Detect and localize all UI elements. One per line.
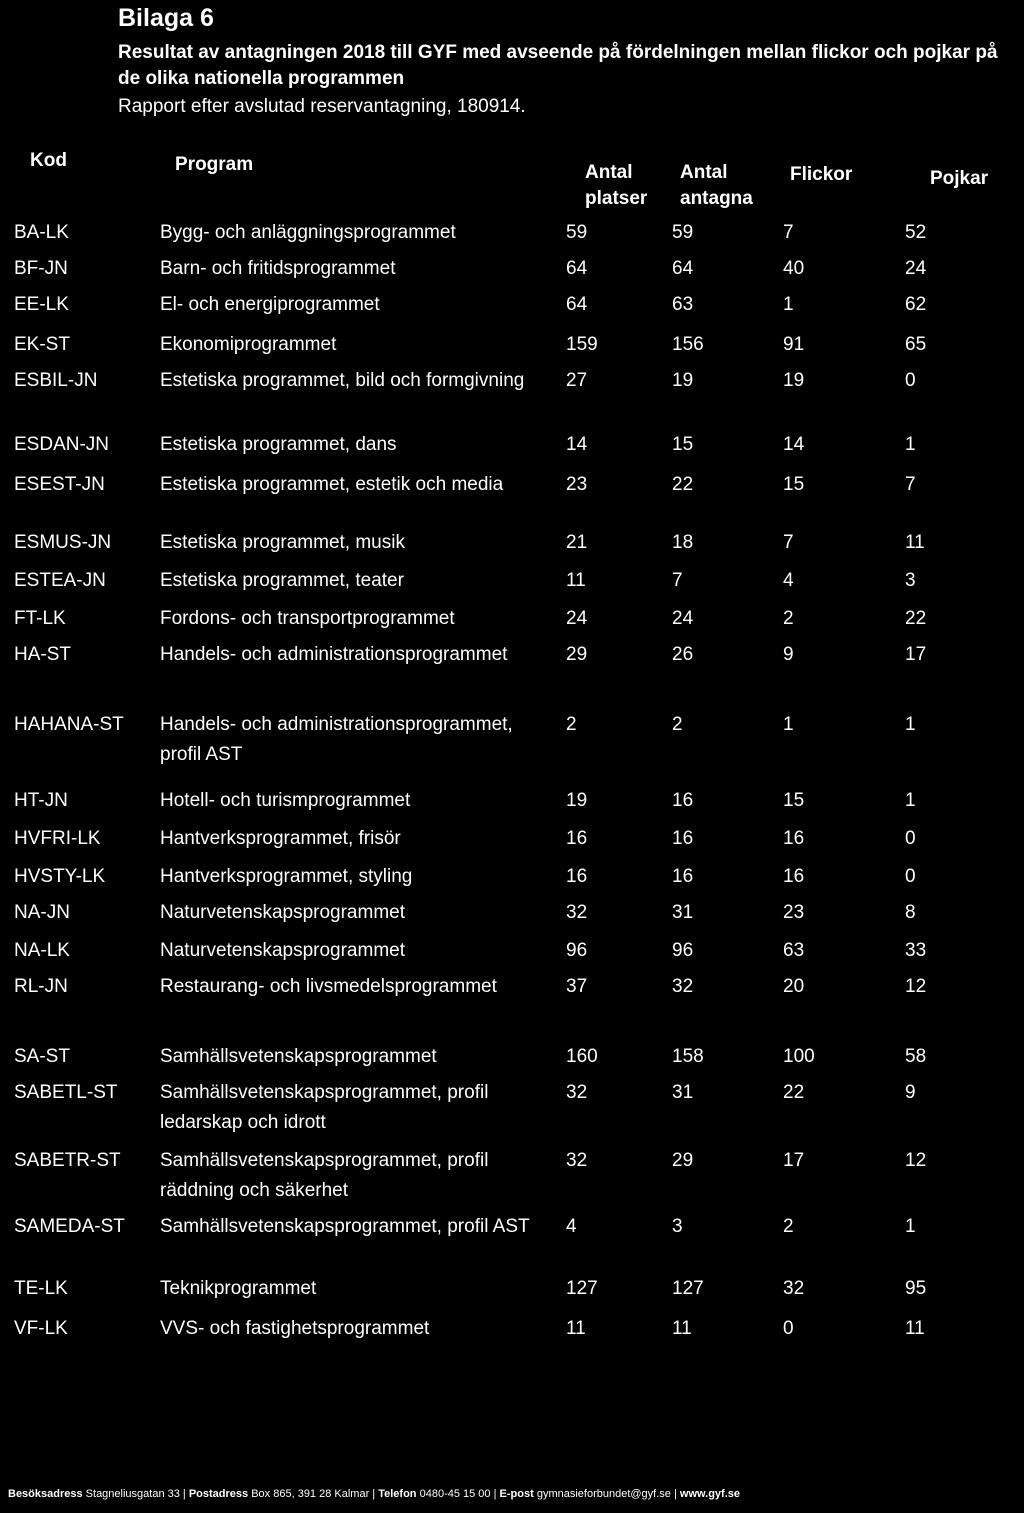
row-pojkar: 1	[905, 434, 916, 455]
row-platser: 19	[566, 790, 588, 811]
row-antagna: 18	[672, 532, 694, 553]
row-pojkar: 0	[905, 370, 916, 391]
row-flickor: 15	[783, 474, 805, 495]
row-kod: BA-LK	[14, 222, 69, 243]
row-antagna: 127	[672, 1278, 704, 1299]
row-flickor: 7	[783, 532, 794, 553]
row-kod: NA-JN	[14, 902, 70, 923]
row-platser: 16	[566, 866, 588, 887]
row-pojkar: 22	[905, 608, 927, 629]
row-kod: HVFRI-LK	[14, 828, 101, 849]
row-antagna: 31	[672, 1082, 694, 1103]
row-flickor: 9	[783, 644, 794, 665]
row-flickor: 22	[783, 1082, 805, 1103]
row-pojkar: 1	[905, 714, 916, 735]
row-flickor: 16	[783, 828, 805, 849]
footer-visit: Stagneliusgatan 33	[85, 1488, 180, 1500]
report-note: Rapport efter avslutad reservantagning, 180914.	[118, 96, 526, 117]
row-platser: 16	[566, 828, 588, 849]
row-kod: VF-LK	[14, 1318, 68, 1339]
row-kod: SAMEDA-ST	[14, 1216, 125, 1237]
row-flickor: 17	[783, 1150, 805, 1171]
row-antagna: 15	[672, 434, 694, 455]
row-program: Estetiska programmet, dans	[160, 434, 397, 455]
row-pojkar: 11	[905, 532, 925, 553]
row-antagna: 2	[672, 714, 683, 735]
row-flickor: 14	[783, 434, 805, 455]
row-kod: BF-JN	[14, 258, 68, 279]
header-program: Program	[175, 154, 254, 175]
row-platser: 24	[566, 608, 588, 629]
row-platser: 96	[566, 940, 588, 961]
row-kod: RL-JN	[14, 976, 68, 997]
row-platser: 59	[566, 222, 588, 243]
row-kod: ESMUS-JN	[14, 532, 112, 553]
row-program: Estetiska programmet, teater	[160, 570, 404, 591]
row-pojkar: 0	[905, 866, 916, 887]
row-program: Teknikprogrammet	[160, 1278, 317, 1299]
row-program: El- och energiprogrammet	[160, 294, 380, 315]
row-pojkar: 8	[905, 902, 916, 923]
row-platser: 160	[566, 1046, 598, 1067]
row-antagna: 29	[672, 1150, 694, 1171]
row-program: Restaurang- och livsmedelsprogrammet	[160, 976, 497, 997]
footer-post-label: Postadress	[188, 1488, 249, 1500]
row-pojkar: 62	[905, 294, 927, 315]
row-program: Samhällsvetenskapsprogrammet, profil AST	[160, 1216, 530, 1237]
row-flickor: 2	[783, 1216, 794, 1237]
row-flickor: 2	[783, 608, 794, 629]
row-flickor: 32	[783, 1278, 805, 1299]
footer: Besöksadress Stagneliusgatan 33 | Postadress Box 865, 391 28 Kalmar | Telefon 0480-45 15 00 | E-post gymnasieforbundet@gyf.se | www.gyf.se	[8, 1488, 740, 1500]
row-platser: 127	[566, 1278, 598, 1299]
row-kod: EE-LK	[14, 294, 69, 315]
row-pojkar: 11	[905, 1318, 925, 1339]
row-pojkar: 12	[905, 1150, 927, 1171]
row-antagna: 3	[672, 1216, 683, 1237]
row-kod: SABETR-ST	[14, 1150, 121, 1171]
row-platser: 37	[566, 976, 588, 997]
row-pojkar: 7	[905, 474, 916, 495]
header-kod: Kod	[30, 150, 67, 171]
row-antagna: 19	[672, 370, 694, 391]
row-platser: 159	[566, 334, 598, 355]
footer-email-label: E-post	[499, 1488, 534, 1500]
row-antagna: 158	[672, 1046, 704, 1067]
row-program: Naturvetenskapsprogrammet	[160, 940, 405, 961]
document-subtitle: Resultat av antagningen 2018 till GYF med avseende på fördelningen mellan flickor och pojkar på de olika nationella programmen	[118, 42, 998, 89]
row-program: Hantverksprogrammet, frisör	[160, 828, 401, 849]
footer-phone: 0480-45 15 00	[419, 1488, 491, 1500]
row-platser: 4	[566, 1216, 577, 1237]
row-pojkar: 65	[905, 334, 927, 355]
row-kod: ESBIL-JN	[14, 370, 98, 391]
row-flickor: 40	[783, 258, 805, 279]
row-pojkar: 52	[905, 222, 927, 243]
row-flickor: 0	[783, 1318, 794, 1339]
row-kod: HT-JN	[14, 790, 68, 811]
row-flickor: 91	[783, 334, 805, 355]
row-flickor: 1	[783, 714, 794, 735]
row-program: Ekonomiprogrammet	[160, 334, 337, 355]
row-flickor: 7	[783, 222, 794, 243]
row-flickor: 23	[783, 902, 805, 923]
row-platser: 11	[566, 1318, 586, 1339]
footer-phone-label: Telefon	[378, 1488, 417, 1500]
row-pojkar: 33	[905, 940, 927, 961]
row-kod: NA-LK	[14, 940, 70, 961]
header-antagna: Antal antagna	[680, 162, 753, 209]
row-antagna: 31	[672, 902, 694, 923]
footer-web: www.gyf.se	[679, 1488, 740, 1500]
row-antagna: 16	[672, 790, 694, 811]
row-pojkar: 1	[905, 1216, 916, 1237]
row-flickor: 63	[783, 940, 805, 961]
row-antagna: 11	[672, 1318, 692, 1339]
footer-visit-label: Besöksadress	[8, 1488, 83, 1500]
row-program: VVS- och fastighetsprogrammet	[160, 1318, 430, 1339]
row-program: Hotell- och turismprogrammet	[160, 790, 411, 811]
row-program: Estetiska programmet, bild och formgivning	[160, 370, 525, 391]
row-platser: 64	[566, 258, 588, 279]
row-kod: ESDAN-JN	[14, 434, 110, 455]
row-pojkar: 17	[905, 644, 927, 665]
row-antagna: 16	[672, 866, 694, 887]
row-antagna: 32	[672, 976, 694, 997]
row-program: Samhällsvetenskapsprogrammet, profil räddning och säkerhet	[160, 1150, 489, 1201]
row-platser: 64	[566, 294, 588, 315]
row-flickor: 19	[783, 370, 805, 391]
document-title: Bilaga 6	[118, 4, 214, 32]
row-pojkar: 24	[905, 258, 927, 279]
row-platser: 11	[566, 570, 586, 591]
row-antagna: 64	[672, 258, 694, 279]
row-program: Samhällsvetenskapsprogrammet, profil ledarskap och idrott	[160, 1082, 489, 1133]
row-platser: 32	[566, 902, 588, 923]
header-pojkar: Pojkar	[930, 168, 989, 189]
row-program: Hantverksprogrammet, styling	[160, 866, 413, 887]
row-platser: 27	[566, 370, 588, 391]
footer-email: gymnasieforbundet@gyf.se	[536, 1488, 671, 1500]
row-platser: 32	[566, 1150, 588, 1171]
row-platser: 32	[566, 1082, 588, 1103]
row-kod: EK-ST	[14, 334, 70, 355]
row-pojkar: 95	[905, 1278, 927, 1299]
row-pojkar: 0	[905, 828, 916, 849]
row-program: Estetiska programmet, musik	[160, 532, 405, 553]
row-antagna: 96	[672, 940, 694, 961]
row-platser: 29	[566, 644, 588, 665]
row-platser: 21	[566, 532, 588, 553]
row-kod: ESTEA-JN	[14, 570, 106, 591]
row-platser: 14	[566, 434, 588, 455]
row-kod: ESEST-JN	[14, 474, 105, 495]
header-flickor: Flickor	[790, 164, 853, 185]
row-program: Barn- och fritidsprogrammet	[160, 258, 396, 279]
row-antagna: 16	[672, 828, 694, 849]
row-program: Handels- och administrationsprogrammet, profil AST	[160, 714, 513, 765]
row-antagna: 59	[672, 222, 694, 243]
header-platser: Antal platser	[585, 162, 648, 209]
row-pojkar: 1	[905, 790, 916, 811]
row-flickor: 1	[783, 294, 794, 315]
row-pojkar: 3	[905, 570, 916, 591]
row-kod: SA-ST	[14, 1046, 70, 1067]
row-program: Fordons- och transportprogrammet	[160, 608, 455, 629]
row-antagna: 26	[672, 644, 694, 665]
row-antagna: 7	[672, 570, 683, 591]
row-program: Estetiska programmet, estetik och media	[160, 474, 504, 495]
row-platser: 23	[566, 474, 588, 495]
row-pojkar: 58	[905, 1046, 927, 1067]
row-flickor: 16	[783, 866, 805, 887]
row-antagna: 156	[672, 334, 704, 355]
row-kod: HAHANA-ST	[14, 714, 124, 735]
footer-post: Box 865, 391 28 Kalmar	[251, 1488, 370, 1500]
row-flickor: 15	[783, 790, 805, 811]
row-pojkar: 12	[905, 976, 927, 997]
row-kod: HVSTY-LK	[14, 866, 106, 887]
row-program: Naturvetenskapsprogrammet	[160, 902, 405, 923]
row-platser: 2	[566, 714, 577, 735]
row-pojkar: 9	[905, 1082, 916, 1103]
row-flickor: 100	[783, 1046, 815, 1067]
row-kod: TE-LK	[14, 1278, 68, 1299]
row-antagna: 63	[672, 294, 694, 315]
row-program: Bygg- och anläggningsprogrammet	[160, 222, 456, 243]
row-kod: FT-LK	[14, 608, 66, 629]
row-kod: HA-ST	[14, 644, 71, 665]
row-kod: SABETL-ST	[14, 1082, 118, 1103]
row-flickor: 20	[783, 976, 805, 997]
row-program: Samhällsvetenskapsprogrammet	[160, 1046, 437, 1067]
row-antagna: 24	[672, 608, 694, 629]
row-antagna: 22	[672, 474, 694, 495]
row-program: Handels- och administrationsprogrammet	[160, 644, 508, 665]
row-flickor: 4	[783, 570, 794, 591]
